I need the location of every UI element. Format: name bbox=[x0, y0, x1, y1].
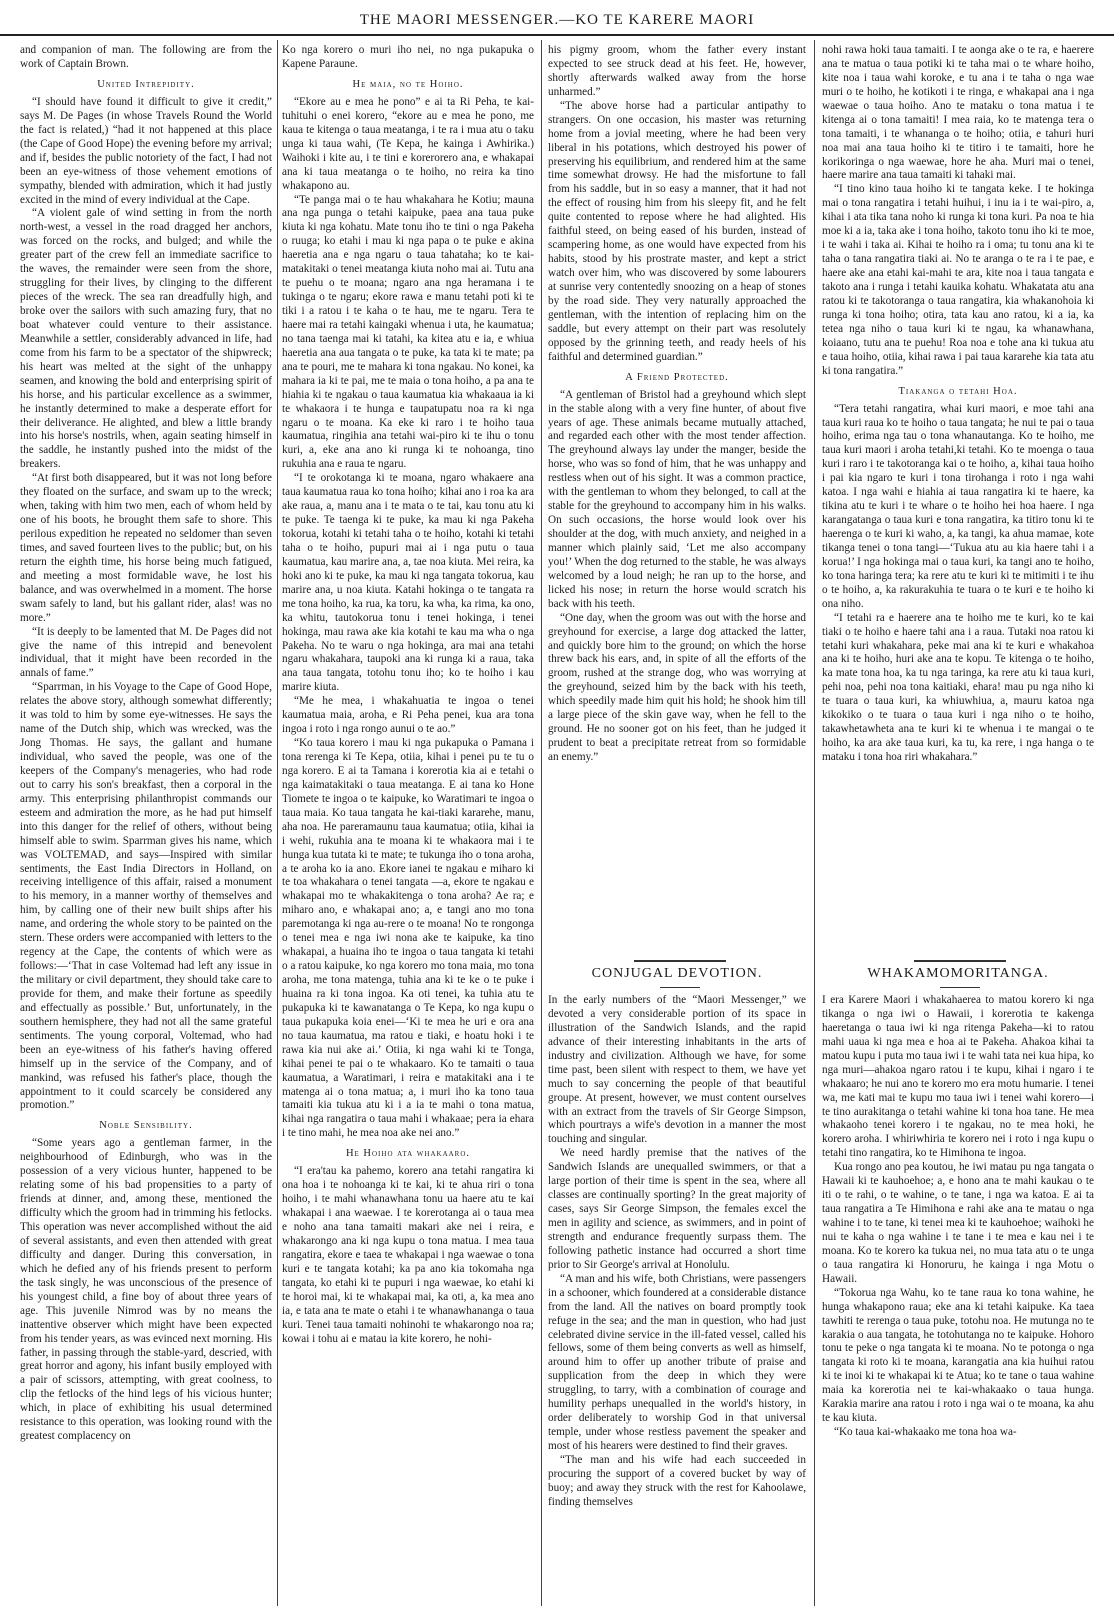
paragraph: “Sparrman, in his Voyage to the Cape of Good Hope, relates the above story, although somewhat differently; it was told to him by some eye-witnesses. He says the name of the Dutch ship, which was wrecked, was the Jong Thomas. He says, the gallant and humane individual, who saved the people, was one of the keepers of the Company's menageries, who had rode out to carry his son's breakfast, then a corporal in the army. This enterprising philanthropist commands our esteem and admiration the more, as he had put himself into this danger for the relief of others, without being himself able to swim. Sparrman gives his name, which was VOLTEMAD, and says—Inspired with similar sentiments, the East India Directors in Holland, on receiving intelligence of this affair, raised a monument to his memory, in a manner worthy of themselves and him, by calling one of their new built ships after his name, and ordering the whole story to be painted on the stern. These orders were accompanied with letters to the regency at the Cape, the contents of which were as follows:—‘That in case Voltemad had left any issue in the military or civil department, they should take care to provide for them, and make their fortune as speedily and effectually as possible.’ But, unfortunately, in the southern hemisphere, they had not all the same grateful sentiments. The young corporal, Voltemad, who had been an eye-witness of his father's having offered himself up in the service of the Company, and of mankind, was refused his father's place, though the appointment to it could scarcely be considered any promotion.” bbox=[20, 681, 272, 1112]
paragraph: “Te panga mai o te hau whakahara he Kotiu; mauna ana nga punga o tetahi kaipuke, paea ana taua puke kiuta ki nga kohatu. Mate tonu iho te tini o nga Pakeha o ruuga; ko etahi i mau ki nga papa o te puke e akina haeretia ana e nga ngaru o taua tahataha; ko te kai-matakitaki o tenei meatanga kiuta noho mai ai. Tutu ana te puehu o te moana; ngaro ana nga heramana i te tukinga o te ngaru; ekore rawa e manu tetahi poti ki te tiki i a ratou i te kaha o te hau, me te ngaru. Tera te haere mai ra tetahi kaingaki whenua i uta, he kaumatua; no tana taenga mai ki tatahi, ka kitea atu e ia, e whiua haeretia ana aua tangata o te puke, ka tata ki te mate; pa ana te pouri, me te mahara ki tona ngakau. No konei, ka mahara ia ki te pai, me te maia o tona hoiho, a pa ana te hiahia ki te ngakau o taua kaumatua kia whakaaua ia ki te whakaora i te hunga e taupatupatu noa ra ki nga ngaru o te moana. Ka eke ki raro i te hoiho taua kaumatua, ringihia ana tetahi wai-piro ki te ihu o tonu kuri, a, eke ana ano ki runga ki te nohoanga, tino rukuhia ana e raua te ngaru. bbox=[282, 193, 534, 471]
section-heading: He Hoiho ata whakaaro. bbox=[345, 1148, 471, 1160]
section-divider bbox=[940, 987, 980, 988]
paragraph: “I era'tau ka pahemo, korero ana tetahi rangatira ki ona hoa i te nohoanga ki te kai, ki te ahua riri o tona hoiho, i te mahi whanawhana tonu ua haere atu te kai whakapai i ana waewae. I te korerotanga ai o taua mea e noho ana tana tamaiti makari ake nei i reira, e whakarongo ana ki nga kupu o tona matua. I mea taua rangatira, ekore e taea te whakapai i nga waewae o tona kuri e te tangata kotahi; ka pa ano kia tokomaha nga tangata, ko etahi ki te pupuri i nga waewae, ko etahi ki te horoi mai, ki te whakapai mai, ka oti, a, ka mea ano ia, e tata ana te mate o etahi i te whanawhananga o taua kuri. Tenei taua tamaiti nohinohi te whakarongo noa ra; kowai i tohu ai e matau ia kite korero, he nohi- bbox=[282, 1165, 534, 1345]
paragraph: “I tino kino taua hoiho ki te tangata keke. I te hokinga mai o tona rangatira i tetahi huihui, i inu ia i te wai-piro, a, kihai i ata tika tana noho ki runga ki tona kuri. Pa noa te hia moe ki a ia, taka ake i tona hoiho, takoto tonu iho ki te moe, i te wahi i taka ai. Kihai te hoiho ra i oma; tu tonu ana ki te taha o tana rangatira tiaki ai. No te aranga o te ra i te pae, e haere ake ana etahi kai-mahi te ara, kite noa i taua tangata e takoto ana i runga i tetahi kauika kohatu. Whakatata atu ana ratou ki te takotoranga o taua rangatira, kia whakanohoia ki runga ki tona hoiho; otira, tata kau ano ratou, ki a ia, ka tetea nga niho o taua kuri ki te ngau, ka whanawhana, koiaano, tutu ana te puehu! Roa noa e tohe ana ki tukua atu e taua hoiho, otiia, kihai rawa i pai taua kararehe kia tata atu ki tona rangatira.” bbox=[822, 183, 1094, 377]
section-heading: United Intrepidity. bbox=[97, 78, 195, 90]
paragraph: I era Karere Maori i whakahaerea to matou korero ki nga tikanga o nga iwi o Hawaii, i korerotia te kakenga haeretanga o taua iwi ki nga ritenga Pakeha—ki to ratou mahi uaua ki nga mea e hoa ai te Pakeha. Ahakoa kihai ta matou kupu i puta mo taua iwi i te wahi tata nei kua hipa, ko nga muri—ahakoa ngaro ratou i te kupu, kihai i ngaro i te whakaaro; he nui ano te korero mo era motu humarie. I tenei wa, me kati mai te kupu mo taua iwi i tenei wahi korero—i te tino aurakitanga o tetahi wahine ki tona hoa tane. He mea whakaoho tenei korero i te ngakau, no te mea hoki, he korero aroha. I whiriwhiria te korero nei i roto i nga kupu o tetahi tino rangatira, ko te Himihona te ingoa. bbox=[822, 994, 1094, 1160]
paragraph: “Some years ago a gentleman farmer, in the neighbourhood of Edinburgh, who was in the possession of a very vicious hunter, happened to be relating some of his bad propensities to a party of friends at dinner, and, among these, mentioned the difficulty which the groom had in trimming his fetlocks. This operation was never accomplished without the aid of several assistants, and even then attended with great difficulty and danger. During this conversation, in which he defied any of his friends present to perform the task singly, he was unconscious of the presence of his youngest child, a fine boy of about three years of age. This juvenile Nimrod was by no means the inattentive observer which might have been expected from his tender years, as was evinced next morning. His father, in passing through the stable-yard, descried, with great horror and agony, his infant busily employed with a pair of scissors, attempting, with great coolness, to clip the fetlocks of the hind legs of his vicious hunter; which, in place of exhibiting his usual determined resistance to this operation, was looking round with the greatest complacency on bbox=[20, 1137, 272, 1443]
column-rule bbox=[541, 40, 542, 1606]
column-english-1 bbox=[20, 44, 272, 1604]
section-divider bbox=[660, 987, 700, 988]
paragraph: “I te orokotanga ki te moana, ngaro whakaere ana taua kaumatua raua ko tona hoiho; kihai ano i roa ka ara ake raua, a, manu ana i te mata o te tai, kau tonu atu ki te puke. Te taenga ki te puke, ka mau ki nga Pakeha tokorua, kotahi ki tetahi taha o te hoiho, kotahi ki tetahi taha o te hoiho, pupuri mai ai i nga putu o taua kaumatua, kau marire ana, a, tae noa kiuta. Mei reira, ka hoki ano ki te puke, ka mau ki nga tangata tokorua, kau marire ana, u noa kiuta. Katahi hokinga o te tangata ra me tona hoiho, ka rua, ka toru, ka wha, ka rima, ka ono, ka whitu, tautokorua tonu i tenei hokinga, i tenei hokinga, mau rawa ake kia kotahi te kau ma wha o nga Pakeha. No te waru o nga hokinga, ara mai ana tetahi ngaru whakahara, taupoki ana ki runga ki a raua, taka ana taua tangata, totohu tonu iho; ko te hoiho i kau marire kiuta. bbox=[282, 472, 534, 694]
paragraph: “A man and his wife, both Christians, were passengers in a schooner, which foundered at a considerable distance from the land. All the natives on board promptly took refuge in the sea; and the man in question, who had just celebrated divine service in the ill-fated vessel, called his fellows, some of them being converts as well as himself, around him to offer up another tribute of praise and supplication from the deep in which they were struggling, to tarry, with a combination of courage and humility perhaps unequalled in the world's history, in order deliberately to worship God in that universal temple, under whose restless pavement the speaker and most of his hearers were destined to find their graves. bbox=[548, 1272, 806, 1452]
section-divider bbox=[914, 960, 1006, 962]
paragraph: “I should have found it difficult to give it credit,” says M. De Pages (in whose Travels Round the World the fact is related,) “had it not happened at this place (the Cape of Good Hope) the evening before my arrival; and if, besides the public notoriety of the fact, I had not been an eye-witness of those vehement emotions of sympathy, blended with admiration, which it had justly excited in the mind of every individual at the Cape. bbox=[20, 95, 272, 206]
paragraph: “Ko taua kai-whakaako me tona hoa wa- bbox=[834, 1426, 1017, 1439]
section-divider bbox=[634, 960, 726, 962]
column-rule bbox=[277, 40, 278, 1606]
paragraph: “At first both disappeared, but it was not long before they floated on the surface, and swam up to the wreck; when, taking with him two men, each of whom held by one of his boots, he brought them safe to shore. This perilous expedition he repeated no seldomer than seven times, and saved fourteen lives to the public; but, on his return the eighth time, his horse being much fatigued, and meeting a most formidable wave, he lost his balance, and was overwhelmed in a moment. The horse swam safely to land, but his gallant rider, alas! was no more.” bbox=[20, 472, 272, 624]
column-maori-1 bbox=[282, 44, 534, 1604]
paragraph: “It is deeply to be lamented that M. De Pages did not give the name of this intrepid and benevolent individual, that it might have been recorded in the annals of fame.” bbox=[20, 625, 272, 680]
paragraph: “A gentleman of Bristol had a greyhound which slept in the stable along with a very fine hunter, of about five years of age. These animals became mutually attached, and regarded each other with the most tender affection. The greyhound always lay under the manger, beside the horse, who was so fond of him, that he was unhappy and restless when out of his sight. It was a common practice, with the gentleman to whom they belonged, to call at the stable for the greyhound to accompany him in his walks. On such occasions, the horse would look over his shoulder at the dog, with much anxiety, and neighed in a manner which plainly said, ‘Let me also accompany you!’ When the dog returned to the stable, he was always welcomed by a loud neigh; he ran up to the horse, and licked his nose; in return the horse would scratch his back with his teeth. bbox=[548, 388, 806, 610]
column-english-2 bbox=[548, 44, 806, 918]
section-heading: Tiakanga o tetahi Hoa. bbox=[898, 385, 1018, 397]
conjugal-devotion-article bbox=[548, 994, 806, 1604]
paragraph: “Tera tetahi rangatira, whai kuri maori, e moe tahi ana taua kuri raua ko te hoiho o taua tangata; he nui te pai o taua hoiho, erima nga tau o tona whanautanga. Ko te hoiho, me taua kuri maori i aroha tetahi,ki tetahi. Ko te moenga o taua kuri i raro i te takotoranga kai o te hoiho, a, kihai taua hoiho i pai kia ngaro te kuri i tona tirohanga i roto i nga wahi katoa. I nga wahi e hiahia ai taua rangatira ki te haere, ka tikina atu te kuri i te whare o te hoiho hei hoa haere. I nga karangatanga o taua kuri e tona rangatira, ka titiro tonu ki te haerenga o te kuri ki waho, a, ka tangi, ka ahua mamae, kote tikanga tenei o tona tangi—‘Tukua atu au kia haere tahi i a korua!’ I nga hokinga mai o taua kuri, ka tangi ano te hoiho, ko tona haringa tera; ka rere atu te kuri ki te mitimiti i te ihu o te hoiho, a, ka rakurakuhia te tuara o te kuri e te hoiho ki ona niho. bbox=[822, 402, 1094, 610]
paragraph: “The man and his wife had each succeeded in procuring the support of a covered bucket by way of buoy; and away they struck with the rest for Kahoolawe, finding themselves bbox=[548, 1453, 806, 1508]
whakamomoritanga-article bbox=[822, 994, 1094, 1604]
whakamomoritanga-heading: WHAKAMOMORITANGA. bbox=[867, 966, 1049, 981]
column-maori-2 bbox=[822, 44, 1094, 918]
conjugal-devotion-heading: CONJUGAL DEVOTION. bbox=[591, 966, 763, 981]
paragraph: and companion of man. The following are from the work of Captain Brown. bbox=[20, 44, 272, 70]
masthead bbox=[0, 6, 1114, 36]
paragraph: Ko nga korero o muri iho nei, no nga pukapuka o Kapene Paraune. bbox=[282, 44, 534, 70]
section-heading: He maia, no te Hoiho. bbox=[352, 78, 464, 90]
paragraph: his pigmy groom, whom the father every instant expected to see struck dead at his feet. He, however, shortly afterwards walked away from the horse unharmed.” bbox=[548, 44, 806, 98]
paragraph: nohi rawa hoki taua tamaiti. I te aonga ake o te ra, e haerere ana te matua o taua potiki ki te taha mai o te whare hoiho, kite noa i taua wahi koroke, e tu ana i te taha o nga wae muri o te hoiho, he kotikoti i te ringa, e whakapai ana i nga waewae o taua hoiho. Ano te mataku o tona matua i te kitenga ai o tona tamaiti! I mea raia, ko te matenga tera o tona tamaiti, i te whananga o te hoiho; otiia, e tahuri huri noa mai ana taua hoiho ki te titiro i te tamaiti, hore he korikoringa o nga waewae, hore he aha. Muri mai o tenei, haere marire ana taua tamaiti ki tahaki mai. bbox=[822, 44, 1094, 182]
paragraph: “Ekore au e mea he pono” e ai ta Ri Peha, te kai-tuhituhi o enei korero, “ekore au e mea he pono, me kaua te kitenga o taua meatanga, i te ra i mua atu o taku unga ki taua wahi, (Te Kepa, he kainga i Awhirika.) Waihoki i kite au, i te tini e korerorero ana, e whakapai ana ki taua meatanga o te hoiho, no reira ka tino whakapono au. bbox=[282, 95, 534, 192]
masthead-title: THE MAORI MESSENGER.—KO TE KARERE MAORI bbox=[359, 12, 755, 28]
paragraph: “One day, when the groom was out with the horse and greyhound for exercise, a large dog attacked the latter, and quickly bore him to the ground; on which the horse threw back his ears, and, in spite of all the efforts of the groom, rushed at the strange dog, who was worrying at the greyhound, seized him by the back with his teeth, which speedily made him quit his hold; he shook him till a large piece of the skin gave way, when he fell to the ground. He no sooner got on his feet, than he judged it prudent to beat a precipitate retreat from so formidable an enemy.” bbox=[548, 611, 806, 763]
section-heading: Noble Sensibility. bbox=[99, 1120, 193, 1132]
paragraph: “A violent gale of wind setting in from the north north-west, a vessel in the road dragged her anchors, was forced on the rocks, and bulged; and while the greater part of the crew fell an immediate sacrifice to the waves, the remainder were seen from the shore, struggling for their lives, by clinging to the different pieces of the wreck. The sea ran dreadfully high, and broke over the sailors with such amazing fury, that no boat whatever could venture to their assistance. Meanwhile a settler, considerably advanced in life, had come from his farm to be a spectator of the shipwreck; his heart was melted at the sight of the unhappy seamen, and knowing the bold and enterprising spirit of his horse, and his particular excellence as a swimmer, he instantly determined to make a desperate effort for their deliverance. He alighted, and blew a little brandy into his horse's nostrils, when, again seating himself in the saddle, he instantly pushed into the midst of the breakers. bbox=[20, 207, 272, 471]
paragraph: We need hardly premise that the natives of the Sandwich Islands are unequalled swimmers, or that a large portion of their time is spent in the sea, where all classes are continually sporting? In the great majority of cases, says Sir George Simpson, the females excel the men in agility and science, as swimmers, and in point of strength and endurance frequently surpass them. The following pathetic instance had occurred a short time prior to Sir George's arrival at Honolulu. bbox=[548, 1147, 806, 1271]
paragraph: “Tokorua nga Wahu, ko te tane raua ko tona wahine, he hunga whakapono raua; eke ana ki tetahi kaipuke. Ka taea tawhiti te rerenga o taua puke, totohu noa. He mutunga no te karakia o aua tangata, he totohutanga no te kaipuke. Hohoro tonu te peke o nga tangata ki te moana. No te potonga o nga tangata ki roto ki te moana, karangatia ana kia huihui ratou ki te inoi ki te whakapai ki te Atua; ko te tane o taua wahine maia ka korerotia nei te kai-whakaako o taua hunga. Karakia marire ana ratou i roto i nga wai o te moana, ka ahu te kau kiuta. bbox=[822, 1286, 1094, 1425]
paragraph: “Me he mea, i whakahuatia te ingoa o tenei kaumatua maia, aroha, e Ri Peha penei, kua ara tona ingoa i roto i nga rongo aunui o te ao.” bbox=[282, 695, 534, 736]
paragraph: “Ko taua korero i mau ki nga pukapuka o Pamana i tona rerenga ki Te Kepa, otiia, kihai i penei pu te tu o nga korero. E ai ta Tamana i korerotia kia ai e tetahi o nga kaimatakitaki o taua meatanga. E ai tana ko Hone Tiomete te ingoa o te kaipuke, ko Waratimari te ingoa o taua maia. Ko taua tangata he kai-tiaki kararehe, manu, aha noa. He pareramaunu taua kaumatua; otiia, kihai ia i wehi, rukuhia ana te moana ki te whakaora mai i te hunga kua tutata ki te mate; te tukunga iho o tona aroha, a te aroha ko ia ano. Ekore ianei te ngakau e miharo ki te toa whakahara o tenei tangata —a, ekore te ngakau e whakapai mo te whakakitenga o tona aroha? Ae ra; e miharo ano, e whakapai ano; a, e tangi ano mo tona paremotanga ki nga au-rere o te moana! No te rongonga o tenei mea e nga iwi nona ake te kaipuke, ka tino whakapai, a huaina iho te ingoa o taua tangata ki tetahi o a ratou kaipuke, ko nga korero mo tona maia, mo tona aroha, me tona matenga, tuhia ana ki te ke o te puke i huaina ra ki tona ingoa. Ka oti tenei, ka tuhia atu te pukapuka ki te kawanatanga o Te Kepa, ko nga kupu o taua pukapuka koia enei—‘Ki te mea he uri e ora ana no taua kaumatua, ma ratou e tiaki, e hoatu hoki i te rawa kia nui ake ai.’ Otiia, ki nga wahi ki te Tonga, kihai penei te pai o te whakaaro. Ko te tamaiti o taua kaumatua, a Waratimari, i reira e matakitaki ana i te matenga ai o tona matua; a, i muri iho ka tono taua tamaiti kia tukua atu ki i a ia te mahi o tona matua, kihai nga rangatira o taua mahi i whakaae; pera ia ehara i te tino mahi, he mea noa ake nei ano.” bbox=[282, 737, 534, 1140]
paragraph: “I tetahi ra e haerere ana te hoiho me te kuri, ko te kai tiaki o te hoiho e haere tahi ana i a raua. Tutaki noa ratou ki tetahi kuri whakahara, peke mai ana ki te kuri e whakahoa ana ki te hoiho, huri ake ana te kopu. Te kitenga o te hoiho, ka mate tona hoa, ka tu nga taringa, ka rere atu ki taua kuri, pehi noa, pehi noa tona kaitiaki, ehara! mau pu nga niho ki te tuara o taua kuri, ka whiuwhiua, a, mauru katoa nga kikokiko o te tuara o taua kuri i nga niho o te hoiho, takawhetawheta ana te kuri ki te whenua i te mangai o te hoiho, ka ara ake taua kuri, ka tu, ka rere, i nga hanga o te mataku i tona hoa riri whakahara.” bbox=[822, 611, 1094, 763]
section-heading: A Friend Protected. bbox=[625, 371, 729, 383]
column-rule bbox=[814, 40, 815, 1606]
paragraph: In the early numbers of the “Maori Messenger,” we devoted a very considerable portion of its space in illustration of the Sandwich Islands, and the rapid advance of their interesting inhabitants in the arts of industry and civilization. Although we have, for some time past, been silent with respect to them, we have yet much to say concerning the people of that beautiful groupe. At present, however, we must content ourselves with an extract from the travels of Sir George Simpson, which pourtrays a wife's devotion in a manner the most touching and singular. bbox=[548, 994, 806, 1146]
paragraph: Kua rongo ano pea koutou, he iwi matau pu nga tangata o Hawaii ki te kauhoehoe; a, e hono ana te mahi kaukau o te iti o te rahi, o te wahine, o te tane, i nga wa katoa. E ai ta taua rangatira a Te Himihona e rahi ake ana te matau o nga wahine i to te tane, ki tenei mea ki te kauhoehoe; waihoki he nui te kaha o nga wahine i te tane i te mea e kau nei i te moana. Ko te korero ka tukua nei, no mua tata atu o te unga o taua rangatira ki Honoruru, he kainga i nga Motu o Hawaii. bbox=[822, 1161, 1094, 1285]
paragraph: “The above horse had a particular antipathy to strangers. On one occasion, his master was returning home from a jovial meeting, where he had been very liberal in his potations, which destroyed his power of preserving his equilibrium, and rendered him at the same time somewhat drowsy. He had the misfortune to fall from his saddle, but in so easy a manner, that it had not the effect of rousing him from his sleepy fit, and he felt quite contented to repose where he had alighted. His faithful steed, on being eased of his burden, instead of scampering home, as one would have expected from his habits, stood by his prostrate master, and kept a strict watch over him, who was discovered by some labourers at sunrise very contentedly snoozing on a heap of stones by the road side. They very naturally approached the gentleman, with the intention of replacing him on the saddle, but every attempt on their part was resolutely opposed by the grinning teeth, and ready heels of his faithful and determined guardian.” bbox=[548, 99, 806, 363]
